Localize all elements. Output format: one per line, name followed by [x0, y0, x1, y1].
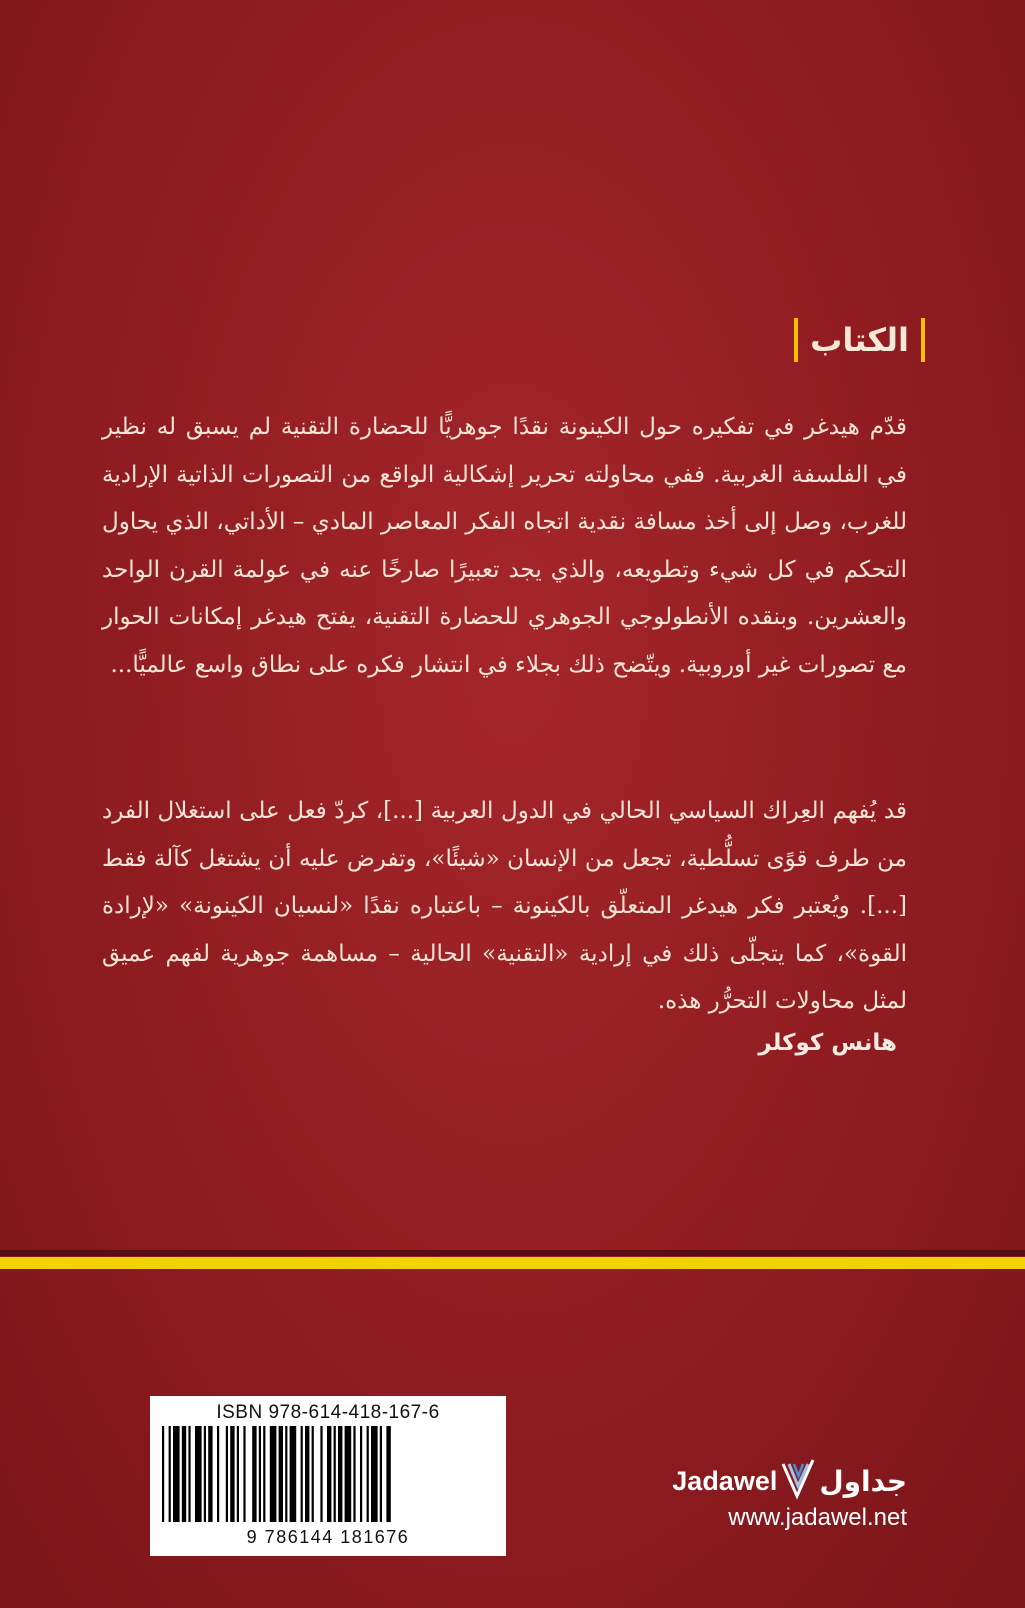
- barcode-bar: [195, 1426, 202, 1522]
- barcode-bar: [263, 1426, 265, 1522]
- divider-gold: [0, 1257, 1025, 1269]
- barcode-bar: [188, 1426, 190, 1522]
- barcode-bar: [360, 1426, 362, 1522]
- section-title: الكتاب: [810, 321, 909, 359]
- barcode-bar: [367, 1426, 369, 1522]
- barcode-digits: 9 786144 181676: [246, 1527, 410, 1547]
- barcode-bar: [230, 1426, 234, 1522]
- barcode-bar: [305, 1426, 309, 1522]
- publisher-url: www.jadawel.net: [728, 1504, 907, 1531]
- isbn-label: ISBN 978-614-418-167-6: [216, 1402, 440, 1423]
- barcode-bar: [301, 1426, 303, 1522]
- barcode-bar: [327, 1426, 331, 1522]
- barcode-bar: [353, 1426, 355, 1522]
- barcode-bar: [380, 1426, 382, 1522]
- barcode-bar: [226, 1426, 228, 1522]
- barcode-bar: [252, 1426, 256, 1522]
- barcode-bar: [345, 1426, 352, 1522]
- barcode-bar: [290, 1426, 297, 1522]
- publisher-name-latin: Jadawel: [672, 1465, 778, 1496]
- barcode-bar: [270, 1426, 277, 1522]
- barcode-bar: [162, 1426, 164, 1522]
- publisher-block: [607, 1460, 907, 1540]
- barcode-bar: [217, 1426, 219, 1522]
- barcode-bar: [285, 1426, 287, 1522]
- publisher-name-arabic: جداول: [819, 1464, 907, 1498]
- barcode-bar: [237, 1426, 239, 1522]
- barcode-bar: [279, 1426, 283, 1522]
- blurb-paragraph-1: قدّم هيدغر في تفكيره حول الكينونة نقدًا جوهريًّا للحضارة التقنية لم يسبق له نظير في الفلسفة الغربية. ففي محاولته تحرير إشكالية الواقع من التصورات الذاتية الإرادية للغرب، وصل إلى أخذ مسافة نقدية اتجاه الفكر المعاصر المادي – الأداتي، الذي يحاول التحكم في كل شيء وتطويعه، والذي يجد تعبيرًا صارخًا عنه في عولمة القرن الواحد والعشرين. وبنقده الأنطولوجي الجوهري للحضارة التقنية، يفتح هيدغر إمكانات الحوار مع تصورات غير أوروبية. ويتّضح ذلك بجلاء في انتشار فكره على نطاق واسع عالميًّا...: [102, 414, 907, 678]
- barcode-bar: [173, 1426, 180, 1522]
- barcode-bar: [338, 1426, 342, 1522]
- barcode-bar: [204, 1426, 206, 1522]
- barcode-bar: [334, 1426, 336, 1522]
- barcode-bar: [259, 1426, 261, 1522]
- barcode-bar: [371, 1426, 378, 1522]
- section-header: [794, 318, 925, 362]
- barcode-bars: [158, 1424, 498, 1524]
- blurb-paragraph-2: قد يُفهم العِراك السياسي الحالي في الدول العربية [...]، كردّ فعل على استغلال الفرد من طرف قوًى تسلُّطية، تجعل من الإنسان «شيئًا»، وتفرض عليه أن يشتغل كآلة فقط [...]. ويُعتبر فكر هيدغر المتعلّق بالكينونة – باعتباره نقدًا «لنسيان الكينونة» «لإرادة القوة»، كما يتجلّى ذلك في إرادية «التقنية» الحالية – مساهمة جوهرية لفهم عميق لمثل محاولات التحرُّر هذه.: [102, 798, 907, 1014]
- author-signature: هانس كوكلر: [758, 1030, 897, 1056]
- isbn-barcode: [150, 1396, 506, 1556]
- barcode-bar: [208, 1426, 212, 1522]
- barcode-bar: [169, 1426, 171, 1522]
- barcode-bar: [243, 1426, 245, 1522]
- divider-dark: [0, 1250, 1025, 1256]
- barcode-bar: [182, 1426, 186, 1522]
- barcode-bar: [312, 1426, 314, 1522]
- barcode-bar: [320, 1426, 322, 1522]
- barcode-bar: [386, 1426, 390, 1522]
- v-check-logo-icon: [781, 1458, 815, 1504]
